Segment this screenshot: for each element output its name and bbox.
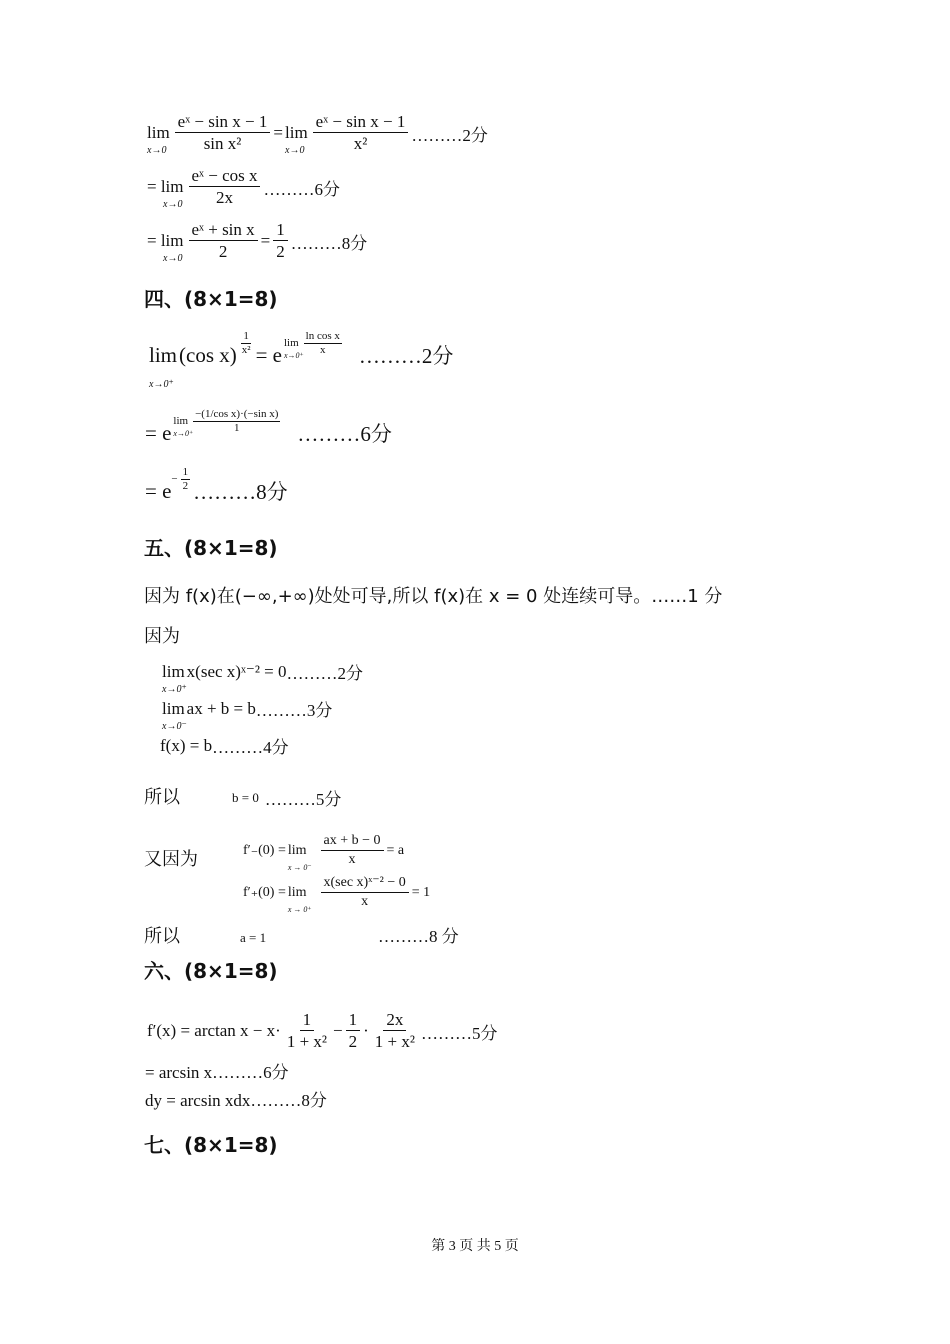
limit: lim x → 0⁺ xyxy=(287,884,312,914)
limit: lim x→0 xyxy=(147,123,170,157)
fraction: $\frac{ax + b - 0}{x}$ xyxy=(321,833,384,868)
score: ………2分 xyxy=(358,344,454,368)
fraction: $\frac{\text{eˣ − cos x}}{2x}$ xyxy=(189,166,261,209)
limit: lim x→0⁻ xyxy=(162,698,187,732)
section-heading: 七、(8×1=8) xyxy=(144,1133,278,1157)
fraction: $\frac{\text{x(sec x)ˣ⁻² − 0}}{x}$ xyxy=(321,875,409,910)
section-heading: 五、(8×1=8) xyxy=(144,536,278,560)
formula-line: = e − $\frac{1}{2}$ ………8分 xyxy=(145,466,288,504)
score: ………6分 xyxy=(263,179,340,199)
fraction: $\frac{\text{−(1/cos x)·(−sin x)}}{1}$ xyxy=(195,408,279,434)
fraction: $\frac{1}{2}$ xyxy=(346,1010,361,1053)
fraction: $\frac{\text{eˣ − sin x − 1}}{\text{x²}}$ xyxy=(313,112,409,155)
limit: lim x→0 xyxy=(285,123,308,157)
fraction: $\frac{\text{ln cos x}}{x}$ xyxy=(305,330,340,356)
paragraph: 因为 f(x)在(−∞,+∞)处处可导,所以 f(x)在 x = 0 处连续可导。……1 分 xyxy=(144,586,723,607)
formula-line: f′(x) = arctan x − x· $\frac{1}{\text{1 + x²}}$ − $\frac{1}{2}$ · $\frac{2x}{\text{1 + x²}}$ ………5分 xyxy=(147,1010,498,1052)
limit: lim x → 0⁻ xyxy=(287,842,312,872)
formula-line: b = 0 ………5分 xyxy=(232,785,341,810)
fraction: $\frac{1}{2}$ xyxy=(182,466,189,492)
score: ………8分 xyxy=(290,233,368,253)
limit: lim x→0⁺ xyxy=(149,342,178,390)
fraction: $\frac{1}{\text{1 + x²}}$ xyxy=(286,1010,327,1052)
formula-line: f′₊(0) = lim x → 0⁺ $\frac{\text{x(sec x)ˣ⁻² − 0}}{x}$ = 1 xyxy=(243,875,431,914)
score: ………6分 xyxy=(297,422,392,446)
page-footer: 第 3 页 共 5 页 xyxy=(431,1239,519,1254)
score: ………8分 xyxy=(193,480,288,504)
score: ………5分 xyxy=(264,790,342,809)
score: ………8 分 xyxy=(378,927,459,946)
formula-line: lim x→0⁺ (cos x) $\frac{1}{\text{x²}}$ = e lim x→0⁺ $\frac{\text{ln cos x}}{x}$ ………2分 xyxy=(149,330,454,390)
formula-line: = arcsin x………6分 xyxy=(145,1063,289,1082)
label: 所以 xyxy=(144,787,180,808)
score: ………4分 xyxy=(212,738,289,757)
limit: lim x→0⁺ xyxy=(162,661,187,695)
score: ………5分 xyxy=(420,1023,498,1043)
formula-line: = lim x→0 $\frac{\text{eˣ + sin x}}{2}$ = $\frac{1}{2}$ ………8分 xyxy=(147,220,368,265)
formula-line: = e lim x→0⁺ $\frac{\text{−(1/cos x)·(−sin x)}}{1}$ ………6分 xyxy=(145,408,392,446)
formula-line: f(x) = b ………4分 xyxy=(160,733,289,758)
limit: lim x→0⁺ xyxy=(173,415,194,438)
formula-line: lim x→0 $\frac{\text{eˣ − sin x − 1}}{\text{sin x²}}$ = lim x→0 $\frac{\text{eˣ − sin x − 1}}{\text{x²}}$ ………2分 xyxy=(147,112,488,157)
limit: = lim x→0 xyxy=(147,177,184,211)
formula-line: lim x→0⁻ ax + b = b ………3分 xyxy=(160,696,332,721)
formula-line: lim x→0⁺ x(sec x)ˣ⁻² = 0 ………2分 xyxy=(160,659,363,684)
score: ………3分 xyxy=(255,701,333,720)
score: ………2分 xyxy=(286,664,364,683)
label: 又因为 xyxy=(144,849,198,870)
limit: = lim x→0 xyxy=(147,231,184,265)
formula-line: f′₋(0) = lim x → 0⁻ $\frac{ax + b - 0}{x}$ = a xyxy=(243,833,405,872)
fraction: $\frac{\text{eˣ − sin x − 1}}{\text{sin x²}}$ xyxy=(175,112,271,155)
limit: lim x→0⁺ xyxy=(283,337,304,360)
formula: a = 1 xyxy=(240,930,267,945)
score: ………2分 xyxy=(411,125,488,145)
formula-line xyxy=(145,166,340,209)
fraction: $\frac{1}{\text{x²}}$ xyxy=(241,330,251,356)
label: 所以 xyxy=(144,926,180,947)
formula-line: dy = arcsin xdx………8分 xyxy=(145,1091,327,1110)
section-heading: 六、(8×1=8) xyxy=(144,959,278,983)
fraction: $\frac{1}{2}$ xyxy=(273,220,288,263)
paragraph: 因为 xyxy=(144,626,180,647)
section-heading: 四、(8×1=8) xyxy=(144,287,278,311)
fraction: $\frac{2x}{\text{1 + x²}}$ xyxy=(374,1010,415,1052)
fraction: $\frac{\text{eˣ + sin x}}{2}$ xyxy=(189,220,258,263)
